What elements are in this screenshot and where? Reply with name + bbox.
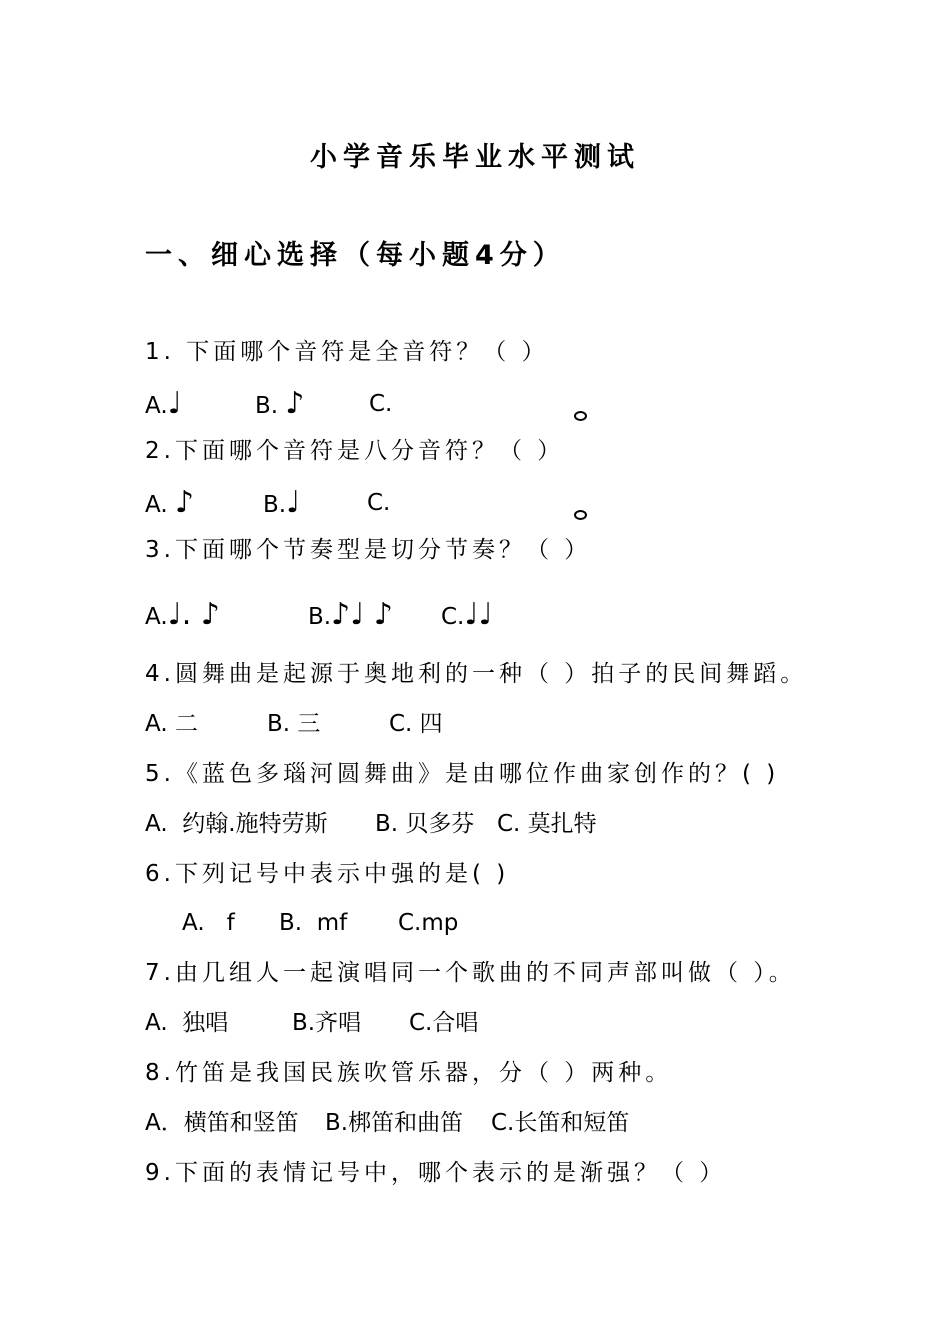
q4-option-a: A. 二 [145, 711, 198, 737]
q8-option-b: B.梆笛和曲笛 [325, 1110, 464, 1136]
q4-option-b: B. 三 [267, 711, 321, 737]
q8-option-a: A．横笛和竖笛 [145, 1110, 299, 1136]
question-4: 4.圆舞曲是起源于奥地利的一种（ ）拍子的民间舞蹈。 [145, 661, 808, 687]
q2-option-c: C. [367, 490, 391, 516]
quarter-note-icon: ♩ [167, 386, 182, 421]
q3-option-c: C.♩♩ [441, 597, 493, 632]
question-9: 9.下面的表情记号中，哪个表示的是渐强？（ ） [145, 1160, 727, 1186]
q6-option-a: A. f [182, 910, 235, 936]
q7-option-b: B.齐唱 [292, 1010, 362, 1036]
page-title: 小学音乐毕业水平测试 [310, 142, 640, 173]
dotted-rhythm-icon: ♩. ♪ [167, 597, 221, 632]
quarter-note-icon: ♩ [286, 485, 301, 520]
q1-option-c: C. [369, 391, 393, 417]
q3-option-b: B.♪♩ ♪ [308, 597, 394, 632]
q2-option-a: A. ♪ [145, 485, 195, 520]
question-6: 6.下列记号中表示中强的是( ) [145, 861, 510, 887]
question-2: 2.下面哪个音符是八分音符？（ ） [145, 438, 565, 464]
q8-option-c: C.长笛和短笛 [491, 1110, 630, 1136]
question-3: 3.下面哪个节奏型是切分节奏？（ ） [145, 537, 592, 563]
question-5: 5.《蓝色多瑙河圆舞曲》是由哪位作曲家创作的？( ) [145, 761, 780, 787]
syncopation-rhythm-icon: ♪♩ ♪ [331, 597, 394, 632]
question-7: 7.由几组人一起演唱同一个歌曲的不同声部叫做（ ）。 [145, 960, 796, 986]
q7-option-c: C.合唱 [409, 1010, 479, 1036]
q5-option-c: C. 莫扎特 [497, 811, 597, 837]
whole-note-icon [574, 411, 587, 421]
q2-option-b: B.♩ [263, 485, 301, 520]
section-heading: 一、细心选择（每小题4分） [145, 240, 566, 271]
eighth-note-icon: ♪ [174, 485, 195, 520]
q5-option-b: B. 贝多芬 [375, 811, 475, 837]
q1-option-a: A.♩ [145, 386, 182, 421]
question-8: 8.竹笛是我国民族吹管乐器，分（ ）两种。 [145, 1060, 673, 1086]
quarter-notes-icon: ♩♩ [464, 597, 493, 632]
q6-option-c: C.mp [398, 910, 459, 936]
eighth-note-icon: ♪ [285, 386, 305, 421]
q3-option-a: A.♩. ♪ [145, 597, 221, 632]
question-1: 1. 下面哪个音符是全音符？（ ） [145, 339, 549, 365]
q1-option-b: B. ♪ [255, 386, 305, 421]
q4-option-c: C. 四 [389, 711, 443, 737]
q6-option-b: B. mf [279, 910, 348, 936]
q5-option-a: A. 约翰.施特劳斯 [145, 811, 328, 837]
whole-note-icon [574, 510, 587, 520]
q7-option-a: A. 独唱 [145, 1010, 229, 1036]
